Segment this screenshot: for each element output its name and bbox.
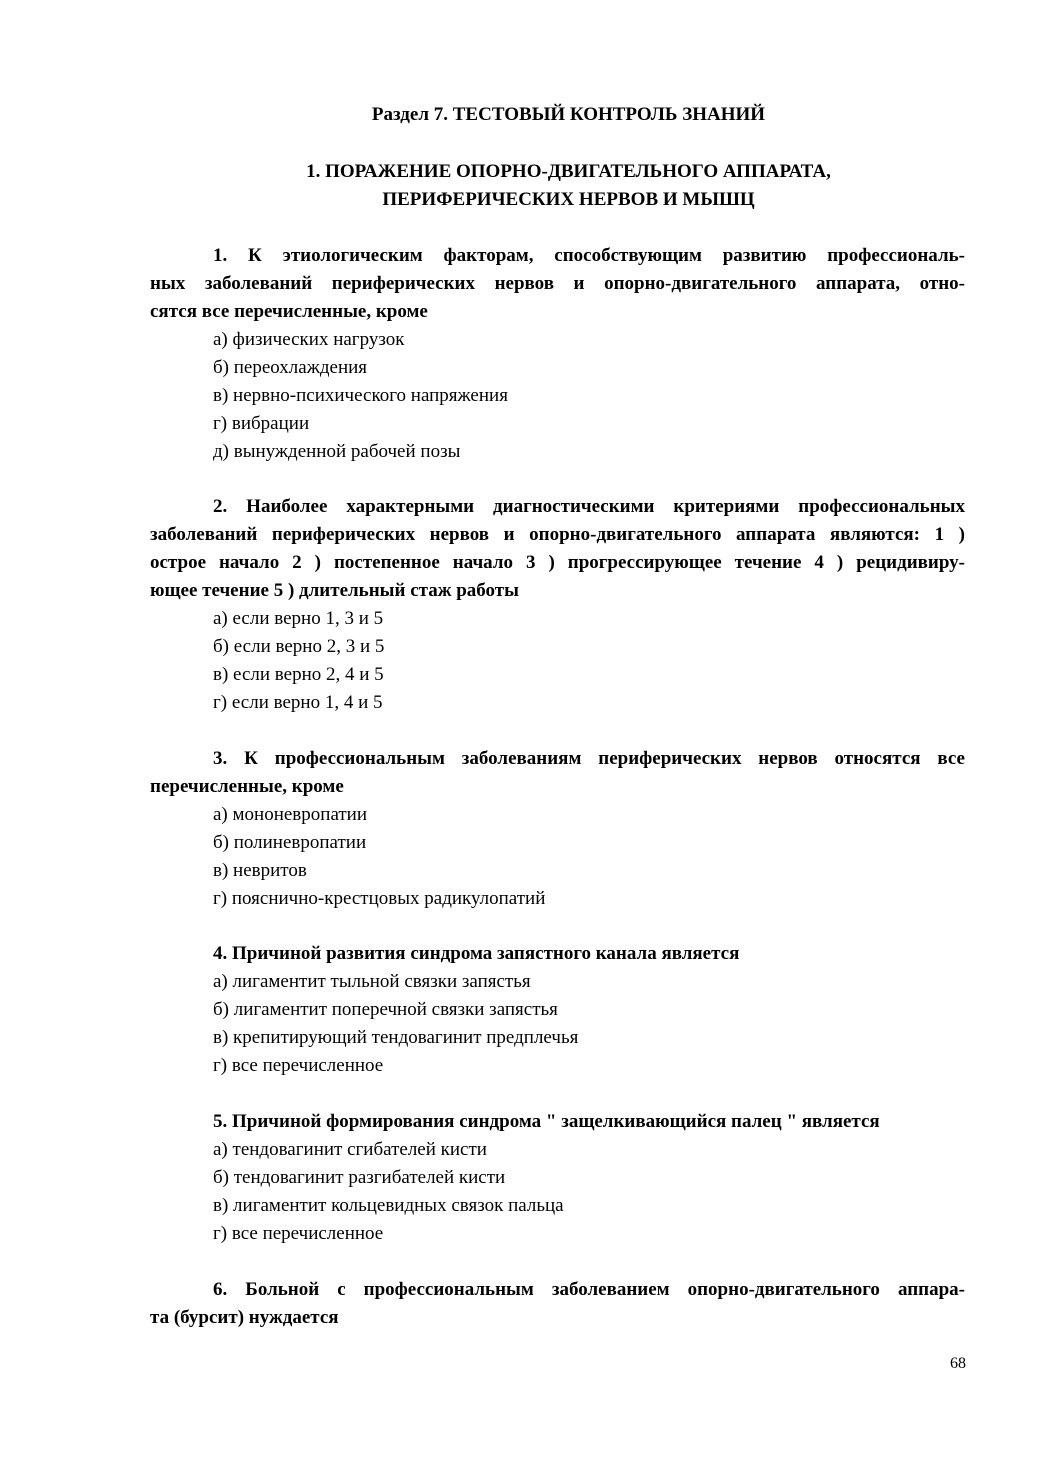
answer-option: а) мононевропатии (213, 804, 368, 825)
question-line: заболеваний периферических нервов и опорно-двигательного аппарата являются: 1 ) (150, 524, 965, 545)
question-line: ющее течение 5 ) длительный стаж работы (150, 580, 519, 601)
question-line: сятся все перечисленные, кроме (150, 301, 428, 322)
question-line: ных заболеваний периферических нервов и опорно-двигательного аппарата, отно- (150, 273, 965, 294)
question-text (150, 1276, 965, 1332)
question-6 (150, 1276, 965, 1332)
question-text (150, 940, 965, 968)
answer-option: б) полиневропатии (213, 832, 367, 853)
answer-option: г) пояснично-крестцовых радикулопатий (213, 888, 546, 909)
question-line: 1. К этиологическим факторам, способствующим развитию профессиональ- (213, 245, 965, 266)
question-line: 3. К профессиональным заболеваниям периферических нервов относятся все (213, 748, 965, 769)
question-line: перечисленные, кроме (150, 776, 344, 797)
answer-option: а) физических нагрузок (213, 329, 405, 350)
chapter-title (150, 158, 963, 214)
answer-option: в) лигаментит кольцевидных связок пальца (213, 1195, 564, 1216)
page-number: 68 (950, 1355, 966, 1372)
question-text (150, 493, 965, 605)
answer-option: г) все перечисленное (213, 1055, 384, 1076)
answer-option: в) крепитирующий тендовагинит предплечья (213, 1027, 579, 1048)
question-line: острое начало 2 ) постепенное начало 3 ) прогрессирующее течение 4 ) рецидивиру- (150, 552, 965, 573)
answer-option: в) нервно-психического напряжения (213, 385, 508, 406)
answer-option: г) если верно 1, 4 и 5 (213, 692, 383, 713)
question-2 (150, 493, 965, 717)
question-1 (150, 242, 965, 466)
answer-option: а) если верно 1, 3 и 5 (213, 608, 384, 629)
answer-option: д) вынужденной рабочей позы (213, 441, 461, 462)
section-title: Раздел 7. ТЕСТОВЫЙ КОНТРОЛЬ ЗНАНИЙ (371, 104, 766, 125)
question-4 (150, 940, 965, 1080)
chapter-title-line: ПЕРИФЕРИЧЕСКИХ НЕРВОВ И МЫШЦ (382, 189, 755, 210)
question-text (150, 745, 965, 801)
question-line: 6. Больной с профессиональным заболеванием опорно-двигательного аппара- (213, 1279, 965, 1300)
question-3 (150, 745, 965, 913)
chapter-title-line: 1. ПОРАЖЕНИЕ ОПОРНО-ДВИГАТЕЛЬНОГО АППАРАТА, (306, 161, 831, 182)
question-text (150, 242, 965, 326)
question-line: 2. Наиболее характерными диагностическими критериями профессиональных (213, 496, 965, 517)
answer-option: б) тендовагинит разгибателей кисти (213, 1167, 506, 1188)
question-text (150, 1108, 965, 1136)
question-line: 4. Причиной развития синдрома запястного канала является (213, 943, 740, 964)
answer-option: б) лигаментит поперечной связки запястья (213, 999, 558, 1020)
answer-option: г) все перечисленное (213, 1223, 384, 1244)
answer-option: в) невритов (213, 860, 307, 881)
answer-option: б) переохлаждения (213, 357, 368, 378)
question-5 (150, 1108, 965, 1248)
question-line: 5. Причиной формирования синдрома " защелкивающийся палец " является (213, 1111, 880, 1132)
answer-option: а) лигаментит тыльной связки запястья (213, 971, 531, 992)
answer-option: а) тендовагинит сгибателей кисти (213, 1139, 487, 1160)
answer-option: г) вибрации (213, 413, 310, 434)
question-line: та (бурсит) нуждается (150, 1307, 339, 1328)
answer-option: в) если верно 2, 4 и 5 (213, 664, 384, 685)
answer-option: б) если верно 2, 3 и 5 (213, 636, 385, 657)
